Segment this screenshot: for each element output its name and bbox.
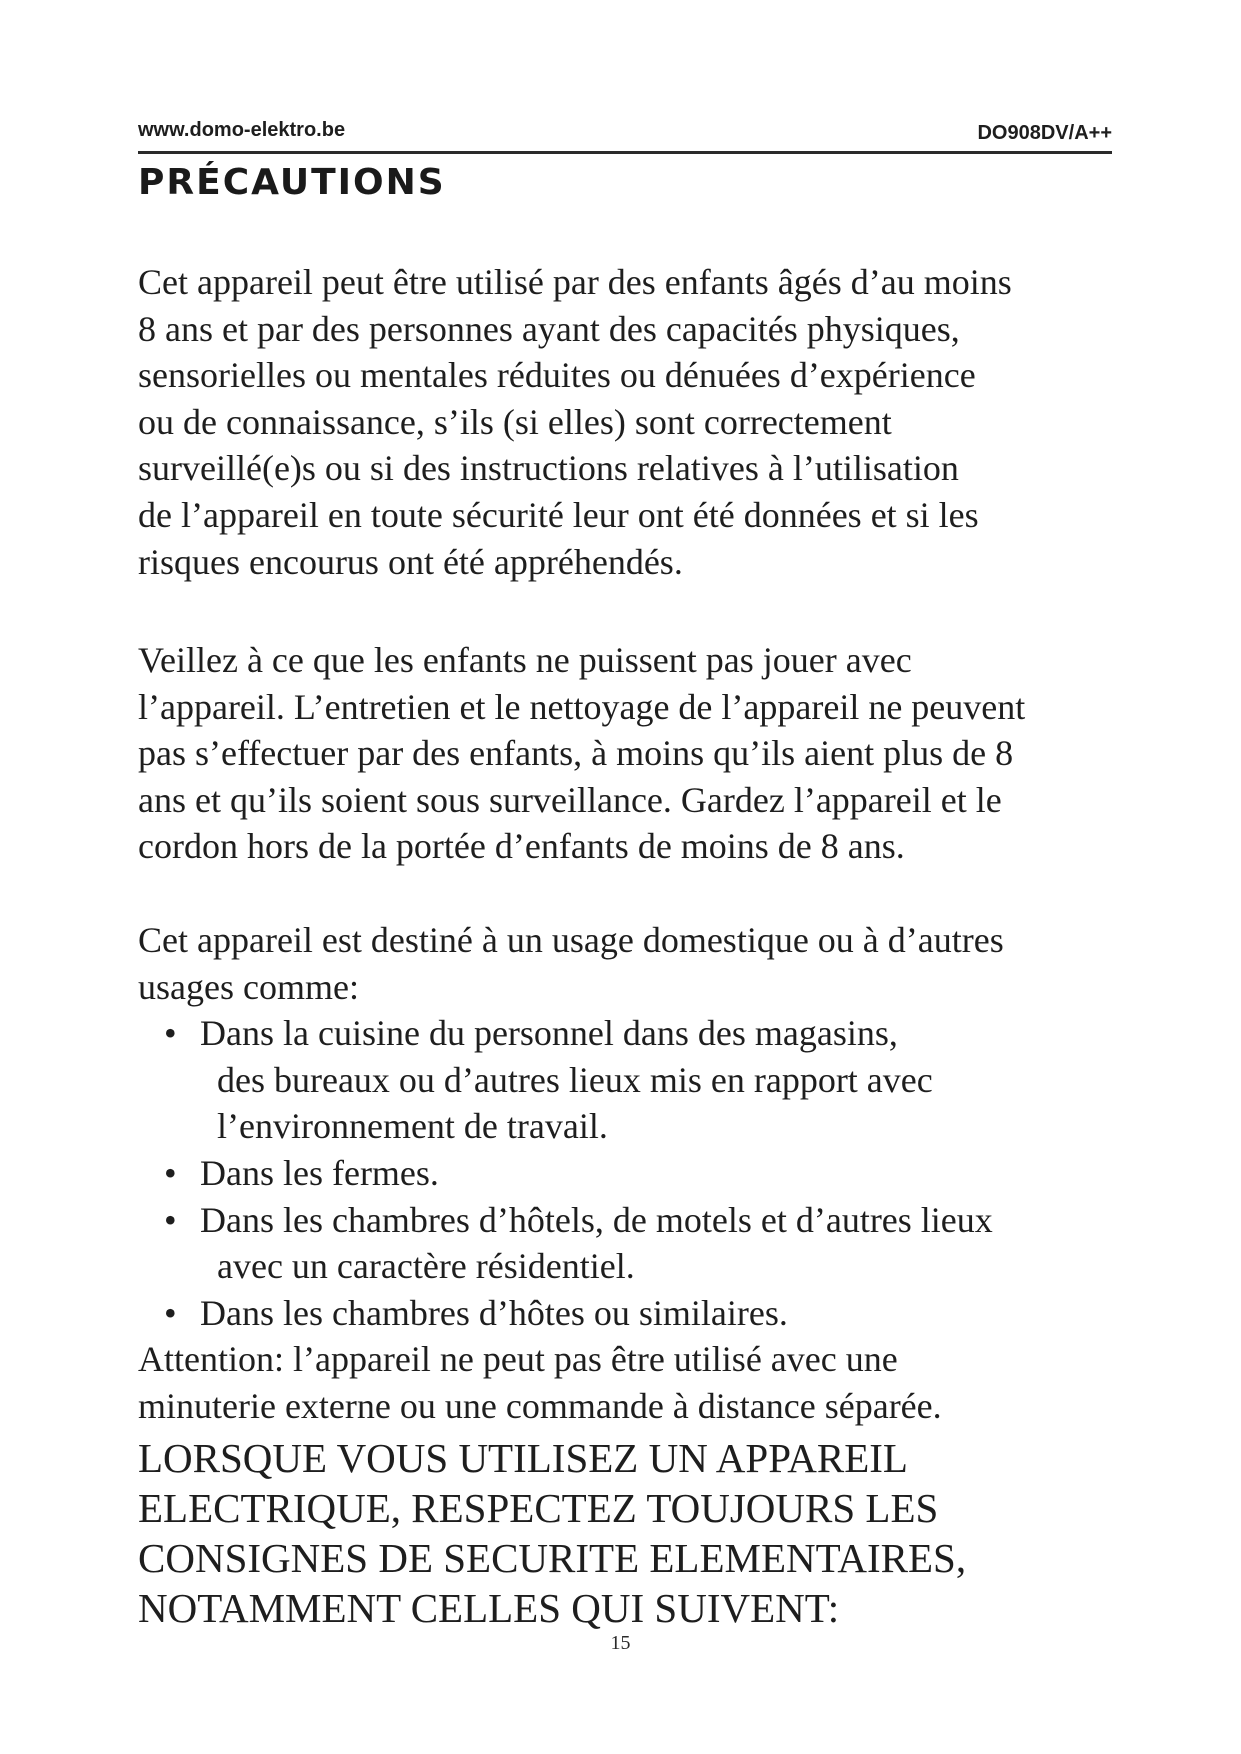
list-item — [138, 1150, 1138, 1197]
website-url: www.domo-elektro.be — [138, 119, 346, 141]
list-item — [138, 1010, 1138, 1150]
list-item-continuation: l’environnement de travail. — [217, 1106, 608, 1147]
usage-list — [138, 1010, 1138, 1336]
text-line: sensorielles ou mentales réduites ou dénuées d’expérience — [138, 355, 976, 396]
model-number: DO908DV/A++ — [977, 122, 1112, 144]
text-line: de l’appareil en toute sécurité leur ont été données et si les — [138, 494, 979, 535]
list-item — [138, 1197, 1138, 1290]
list-item-text: Dans les fermes. — [200, 1152, 439, 1193]
list-item-text: Dans la cuisine du personnel dans des magasins, — [200, 1013, 898, 1054]
list-item — [138, 1290, 1138, 1337]
section-title: PRÉCAUTIONS — [138, 162, 446, 203]
text-line: l’appareil. L’entretien et le nettoyage de l’appareil ne peuvent — [138, 686, 1026, 727]
text-line: Cet appareil est destiné à un usage domestique ou à d’autres — [138, 920, 1004, 960]
page-header — [138, 119, 1112, 154]
list-item-continuation: avec un caractère résidentiel. — [217, 1246, 635, 1287]
warning-line: LORSQUE VOUS UTILISEZ UN APPAREIL — [138, 1435, 908, 1481]
text-line: Cet appareil peut être utilisé par des enfants âgés d’au moins — [138, 262, 1012, 302]
text-line: risques encourus ont été appréhendés. — [138, 541, 683, 582]
bullet-icon: • — [164, 1199, 177, 1240]
warning-line: NOTAMMENT CELLES QUI SUIVENT: — [138, 1585, 840, 1631]
list-item-text: Dans les chambres d’hôtes ou similaires. — [200, 1292, 788, 1333]
paragraph-supervision — [138, 637, 1138, 870]
list-item-text: Dans les chambres d’hôtels, de motels et d’autres lieux — [200, 1199, 993, 1240]
list-item-continuation: des bureaux ou d’autres lieux mis en rapport avec — [217, 1059, 933, 1100]
text-line: pas s’effectuer par des enfants, à moins qu’ils aient plus de 8 — [138, 733, 1014, 774]
text-line: ou de connaissance, s’ils (si elles) sont correctement — [138, 401, 892, 442]
attention-line: Attention: l’appareil ne peut pas être utilisé avec une — [138, 1339, 898, 1380]
bullet-icon: • — [164, 1292, 177, 1333]
text-line: cordon hors de la portée d’enfants de moins de 8 ans. — [138, 826, 905, 867]
paragraph-intended-use — [138, 917, 1138, 1430]
page-number: 15 — [610, 1632, 631, 1654]
bullet-icon: • — [164, 1013, 177, 1054]
text-line: Veillez à ce que les enfants ne puissent pas jouer avec — [138, 640, 912, 680]
safety-warning — [138, 1433, 1138, 1633]
text-line: 8 ans et par des personnes ayant des capacités physiques, — [138, 308, 960, 349]
paragraph-children-use — [138, 259, 1138, 585]
warning-line: CONSIGNES DE SECURITE ELEMENTAIRES, — [138, 1535, 967, 1581]
text-line: usages comme: — [138, 966, 359, 1007]
attention-line: minuterie externe ou une commande à distance séparée. — [138, 1385, 942, 1426]
text-line: surveillé(e)s ou si des instructions relatives à l’utilisation — [138, 448, 959, 489]
warning-line: ELECTRIQUE, RESPECTEZ TOUJOURS LES — [138, 1485, 939, 1531]
bullet-icon: • — [164, 1152, 177, 1193]
text-line: ans et qu’ils soient sous surveillance. Gardez l’appareil et le — [138, 779, 1002, 820]
